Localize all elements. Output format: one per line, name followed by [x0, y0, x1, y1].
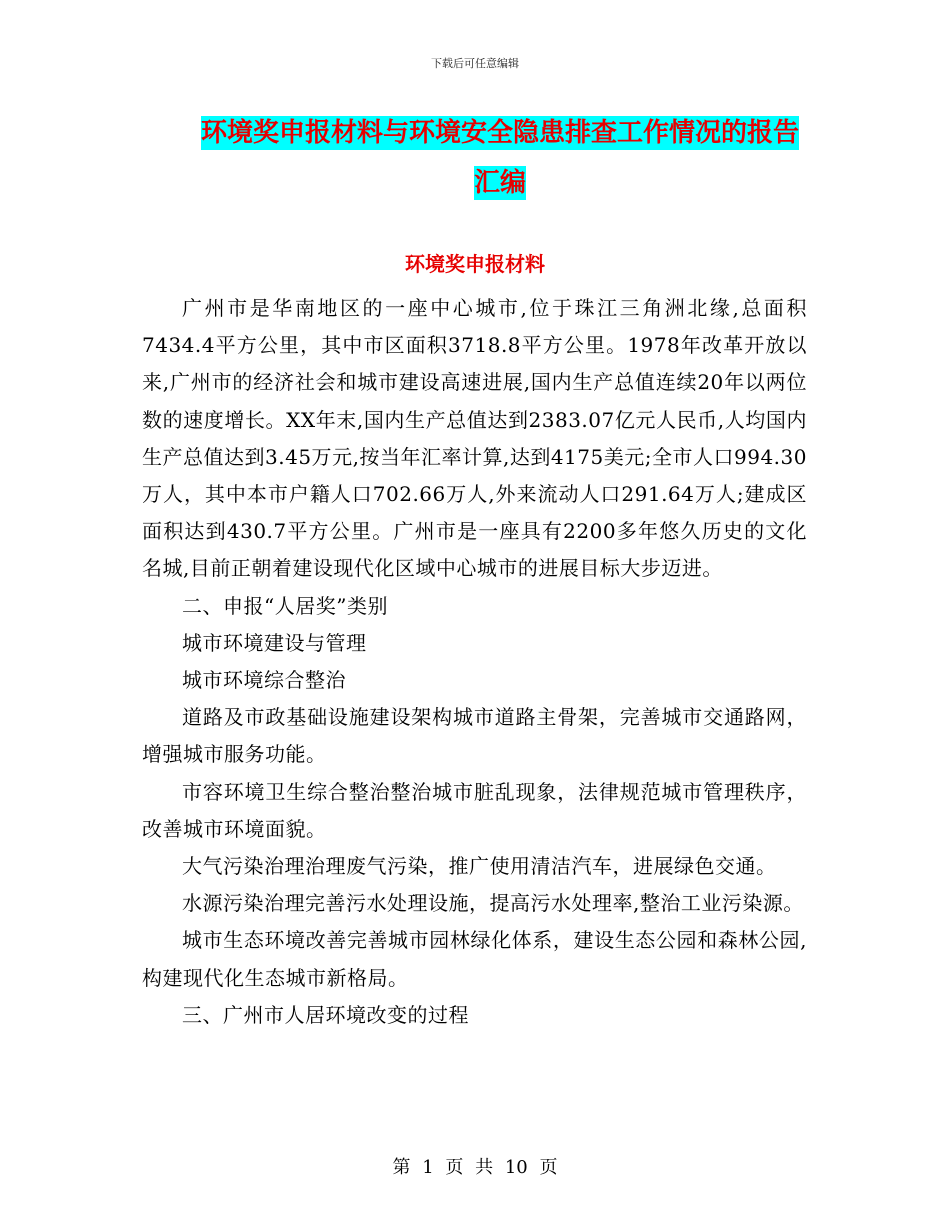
page-header-note: 下载后可任意编辑	[431, 57, 519, 70]
document-title-line1: 环境奖申报材料与环境安全隐患排查工作情况的报告	[200, 118, 799, 148]
paragraph-item: 城市环境建设与管理	[182, 630, 367, 655]
section-heading: 环境奖申报材料	[405, 252, 545, 276]
document-title-line2: 汇编	[473, 168, 526, 198]
page-number-footer: 第 1 页 共 10 页	[392, 1157, 558, 1178]
document-title	[140, 108, 860, 208]
paragraph-item: 市容环境卫生综合整治整治城市脏乱现象，法律规范城市管理秩序，改善城市环境面貌。	[142, 779, 807, 841]
paragraph-item: 水源污染治理完善污水处理设施，提高污水处理率,整治工业污染源。	[182, 891, 804, 916]
document-body	[142, 290, 807, 1034]
paragraph-process-heading: 三、广州市人居环境改变的过程	[182, 1002, 469, 1027]
paragraph-item: 城市环境综合整治	[182, 668, 346, 693]
paragraph-intro: 广州市是华南地区的一座中心城市,位于珠江三角洲北缘,总面积7434.4平方公里，其中市区面积3718.8平方公里。1978年改革开放以来,广州市的经济社会和城市建设高速进展,国内生产总值连续20年以两位数的速度增长。XX年末,国内生产总值达到2383.07亿元人民币,人均国内生产总值达到3.45万元,按当年汇率计算,达到4175美元;全市人口994.30万人，其中本市户籍人口702.66万人,外来流动人口291.64万人;建成区面积达到430.7平方公里。广州市是一座具有2200多年悠久历史的文化名城,目前正朝着建设现代化区域中心城市的进展目标大步迈进。	[142, 296, 807, 581]
paragraph-item: 道路及市政基础设施建设架构城市道路主骨架，完善城市交通路网，增强城市服务功能。	[142, 705, 807, 767]
paragraph-item: 大气污染治理治理废气污染，推广使用清洁汽车，进展绿色交通。	[182, 854, 777, 879]
paragraph-item: 城市生态环境改善完善城市园林绿化体系，建设生态公园和森林公园,构建现代化生态城市新格局。	[142, 928, 807, 990]
paragraph-category-heading: 二、申报“人居奖”类别	[182, 593, 388, 618]
